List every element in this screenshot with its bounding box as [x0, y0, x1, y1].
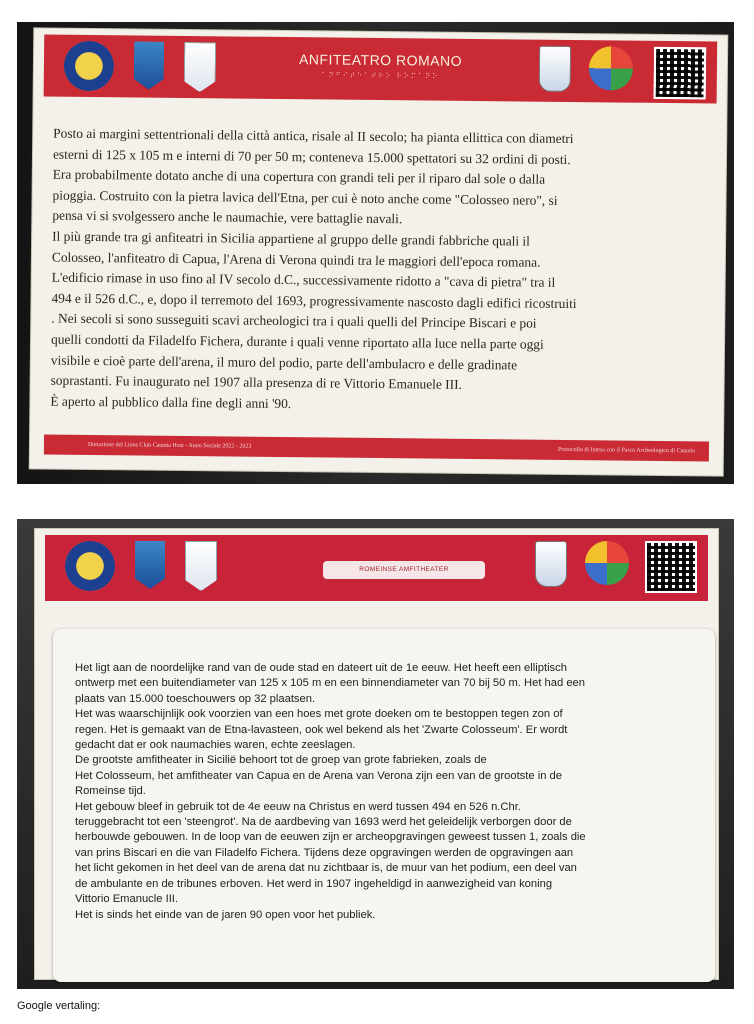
text-line: visibile e cioè parte dell'arena, il muro del podio, parte dell'ambulacro e delle gradinate — [50, 352, 518, 372]
photo-original-sign — [17, 22, 734, 484]
text-line: L'edificio rimase in uso fino al IV secolo d.C., successivamente ridotto a "cava di pietra" tra il — [51, 269, 556, 291]
text-line: pioggia. Costruito con la pietra lavica dell'Etna, per cui è noto anche come "Colosseo nero", si — [52, 187, 558, 208]
text-line: het licht gekomen in het deel van de arena dat nu zichtbaar is, de muur van het podium, een deel van — [75, 862, 577, 875]
emblem-icon — [585, 541, 629, 585]
text-line: Era probabilmente dotato anche di una copertura con grandi teli per il riparo dal sole o dalla — [52, 166, 546, 187]
text-line: gedacht dat er ook naumachies waren, echte zeeslagen. — [75, 739, 356, 752]
braille-title: ⠁⠝⠋⠊⠞⠑⠁⠞⠗⠕ ⠗⠕⠍⠁⠝⠕ — [321, 72, 440, 81]
footer-protocol-text: Protocollo di Intesa con il Parco Archeologico di Catania — [557, 446, 695, 455]
text-line: Posto ai margini settentrionali della città antica, risale al II secolo; ha pianta ellittica con diametri — [53, 125, 574, 147]
text-line: van prins Biscari en die van Filadelfo Fichera. Tijdens deze opgravingen werden de opgravingen aan — [75, 846, 574, 859]
text-line: Het was waarschijnlijk ook voorzien van een hoes met grote doeken om te bestoppen tegen zon of — [75, 708, 563, 721]
text-line: De grootste amfitheater in Sicilië behoort tot de groep van grote fabrieken, zoals de — [75, 754, 487, 767]
text-line: Vittorio Emanucle III. — [75, 893, 179, 906]
city-crest-icon — [535, 541, 567, 587]
text-line: Het Colosseum, het amfitheater van Capua en de Arena van Verona zijn een van de grootste in de — [75, 769, 562, 782]
qr-code-icon — [645, 541, 697, 593]
sign-footer-band — [44, 435, 709, 462]
info-sign — [30, 28, 728, 475]
text-line: plaats van 15.000 toeschouwers op 32 plaatsen. — [75, 692, 316, 705]
text-line: Het gebouw bleef in gebruik tot de 4e eeuw na Christus en werd tussen 494 en 526 n.Chr. — [75, 800, 521, 813]
text-line: È aperto al pubblico dalla fine degli anni '90. — [50, 393, 292, 411]
text-line: Het ligt aan de noordelijke rand van de oude stad en dateert uit de 1e eeuw. Het heeft een elliptisch — [75, 662, 567, 674]
sign-title: ANFITEATRO ROMANO — [298, 51, 463, 69]
text-line: Il più grande tra gi anfiteatri in Sicilia appartiene al gruppo delle grandi fabbriche quali il — [52, 228, 530, 249]
translated-body-text[interactable] — [75, 661, 701, 923]
text-line: regen. Het is gemaakt van de Etna-lavasteen, ook wel bekend als het 'Zwarte Colosseum'. Er wordt — [75, 723, 568, 736]
pennant-icon — [135, 541, 165, 589]
text-line: herbouwde gebouwen. In de loop van de eeuwen zijn er archeopgravingen geweest tussen 1, zoals die — [75, 831, 586, 844]
text-line: esterni di 125 x 105 m e interni di 70 per 50 m; conteneva 15.000 spettatori su 32 ordini di posti. — [52, 146, 571, 167]
text-line: soprastanti. Fu inaugurato nel 1907 alla presenza di re Vittorio Emanuele III. — [50, 372, 463, 393]
sign-header-band — [44, 34, 718, 103]
emblem-icon — [589, 46, 633, 90]
city-crest-icon — [539, 46, 571, 92]
caption-text: Google vertaling: — [17, 1000, 101, 1012]
text-line: Het is sinds het einde van de jaren 90 open voor het publiek. — [75, 908, 376, 921]
photo-translated-sign — [17, 519, 734, 989]
lions-club-logo-icon — [65, 541, 115, 591]
text-line: . Nei secoli si sono susseguiti scavi archeologici tra i quali quelli del Principe Biscari e poi — [51, 310, 537, 332]
footer-donation-text: Donazione del Lions Club Catania Host - Anno Sociale 2022 - 2023 — [87, 441, 252, 450]
sign-header-band — [45, 535, 708, 601]
info-sign — [35, 529, 718, 979]
text-line: Colosseo, l'anfiteatro di Capua, l'Arena di Verona quindi tra le maggiori dell'epoca romana. — [51, 249, 541, 270]
text-line: Romeinse tijd. — [75, 785, 146, 798]
text-line: 494 e il 526 d.C., e, dopo il terremoto del 1693, progressivamente nascosto dagli edifici ricostruiti — [51, 290, 577, 311]
text-line: de ambulante en de tribunes erboven. Het werd in 1907 ingeheldigd in aanwezigheid van koning — [75, 877, 553, 890]
sign-body-text — [50, 124, 710, 419]
translated-title-label: ROMEINSE AMFITHEATER — [323, 561, 485, 579]
text-line: ontwerp met een buitendiameter van 125 x 105 m en een binnendiameter van 70 bij 50 m. Het had een — [75, 677, 585, 690]
qr-code-icon — [654, 47, 707, 100]
translation-overlay-card[interactable] — [53, 629, 715, 982]
text-line: quelli condotti da Filadelfo Fichera, durante i quali venne riportato alla luce nella parte oggi — [50, 331, 544, 352]
text-line: pensa vi si svolgessero anche le naumachie, vere battaglie navali. — [52, 207, 403, 227]
pennant-icon — [185, 541, 217, 591]
text-line: teruggebracht tot een 'steengrot'. Na de aardbeving van 1693 werd het geleidelijk verborgen door de — [75, 816, 572, 829]
